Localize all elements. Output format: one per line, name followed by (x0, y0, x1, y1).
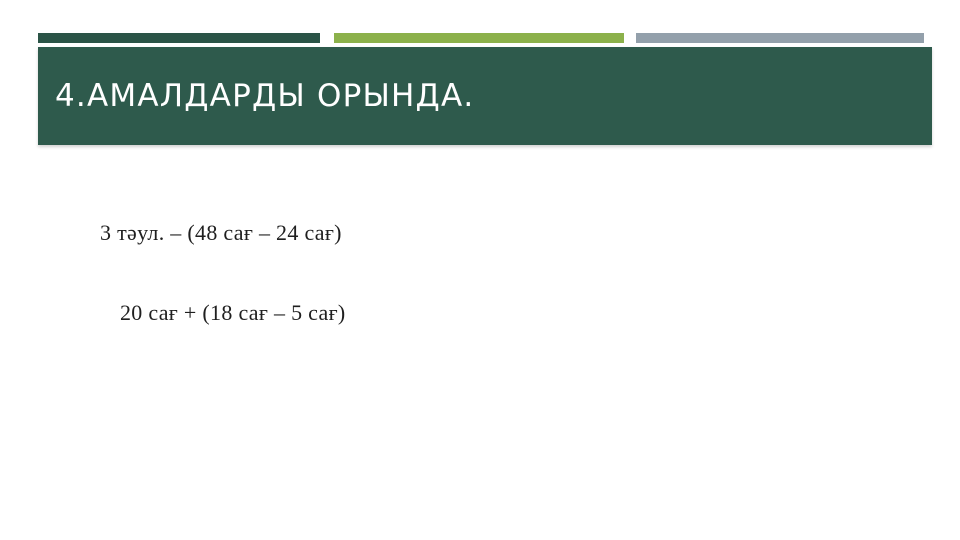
page-title: 4.АМАЛДАРДЫ ОРЫНДА. (55, 78, 475, 114)
decorative-bar-row (0, 33, 960, 43)
expression-line-1: 3 тәул. – (48 сағ – 24 сағ) (100, 220, 342, 245)
gray-bar (636, 33, 924, 43)
dark-bar (38, 33, 320, 43)
expression-line-2: 20 сағ + (18 сағ – 5 сағ) (120, 300, 346, 325)
title-banner (38, 47, 932, 145)
green-bar (334, 33, 624, 43)
